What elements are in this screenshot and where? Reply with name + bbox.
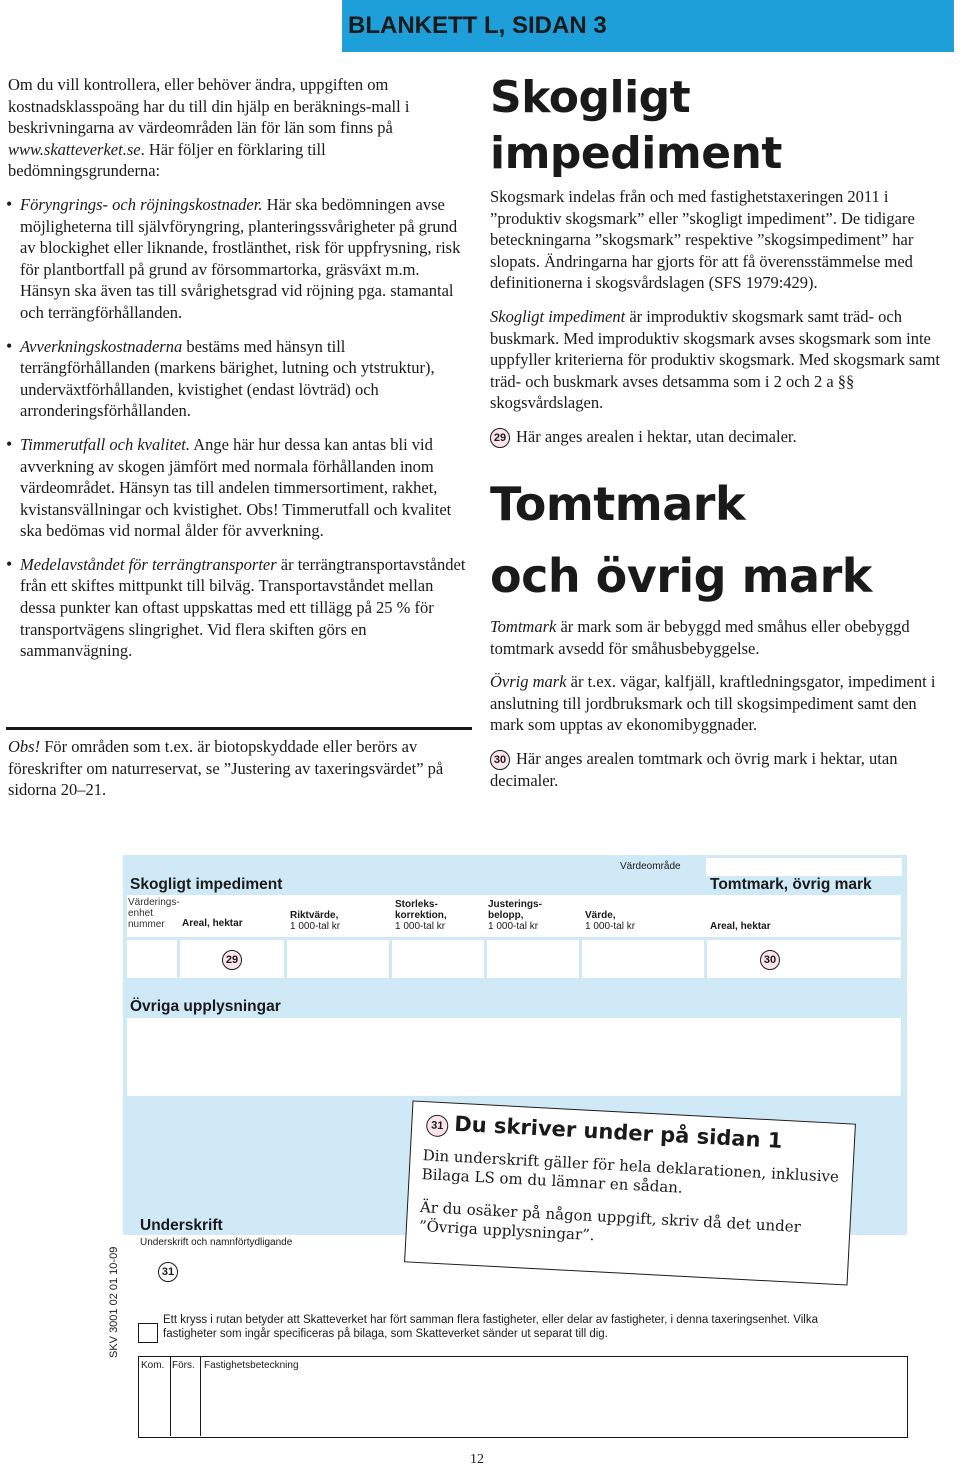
signature-callout <box>404 1100 856 1285</box>
tomtmark-label: Tomtmark, övrig mark <box>710 876 872 893</box>
para-text: är mark som är bebyggd med småhus eller obebyggd tomtmark avsedd för småhusbebyggelse. <box>490 616 910 658</box>
page-title: BLANKETT L, SIDAN 3 <box>348 12 607 39</box>
item-text: bestäms med hänsyn till terrängförhållanden (markens bärighet, lutning och ytstruktur), underväxtförhållanden, kvistighet (endast lövträd) och arronderingsförhållanden. <box>20 336 435 421</box>
heading-line: Tomtmark <box>490 476 746 531</box>
col-riktvarde-unit: 1 000-tal kr <box>290 921 341 932</box>
callout-line2: Är du osäker på någon uppgift, skriv då det under ”Övriga upplysningar”. <box>418 1198 802 1245</box>
form-code: SKV 3001 02 01 10-09 <box>108 1246 120 1358</box>
paragraph-29 <box>490 426 952 448</box>
number-31-icon: 31 <box>158 1262 178 1282</box>
number-31-icon: 31 <box>426 1114 449 1137</box>
obs-lead: Obs! <box>8 737 41 756</box>
number-30-icon: 30 <box>760 950 780 970</box>
vardeomrade-label: Värdeområde <box>620 861 681 872</box>
fors-label: Förs. <box>172 1360 195 1371</box>
areal-tomtmark-input[interactable] <box>707 940 901 978</box>
callout-title: Du skriver under på sidan 1 <box>453 1111 784 1153</box>
col-storleks-unit: 1 000-tal kr <box>395 921 446 932</box>
intro-text-end: . Här följer en förklaring till bedömningsgrunderna: <box>8 139 326 181</box>
storleks-input[interactable] <box>392 940 484 978</box>
list-item <box>8 554 466 662</box>
kom-input[interactable] <box>141 1374 167 1432</box>
merge-note: Ett kryss i rutan betyder att Skatteverket har fört samman flera fastigheter, eller delar av fastigheter, i denna taxeringsenhet. Vilka fastigheter som ingår specificeras på bilaga, som Skatteverket sänder ut separat till dig. <box>163 1314 818 1340</box>
item-text: Här ska bedömningen avse möjligheterna till självföryngring, planteringssvårigheter på grund av blockighet eller liknande, frostlänthet, risk för uppfrysning, risk för plantbortfall på grund av försommartorka, gräsväxt m.m. Hänsyn ska även tas till svårighetsgrad vid röjning pga. stamantal och terrängförhållanden. <box>20 194 461 322</box>
paragraph: Skogsmark indelas från och med fastighetstaxeringen 2011 i ”produktiv skogsmark” eller ”skogligt impediment”. De tidigare beteckningarna ”skogsmark” respektive ”skogsimpediment” har slopats. Ändringarna har gjorts för att få överensstämmelse med definitionerna i skogsvårdslagen (SFS 1979:429). <box>490 187 915 293</box>
para-lead: Övrig mark <box>490 672 567 692</box>
item-lead: Avverkningskostnaderna <box>20 336 183 356</box>
vardeomrade-field[interactable] <box>706 858 902 876</box>
paragraph <box>490 616 952 659</box>
item-lead: Medelavståndet för terrängtransporter <box>20 554 277 574</box>
col-areal-2: Areal, hektar <box>710 921 771 932</box>
website-link[interactable]: www.skatteverket.se <box>8 139 141 159</box>
left-column <box>8 74 466 674</box>
callout-line1: Din underskrift gäller för hela deklarationen, inklusive Bilaga LS om du lämnar en sådan. <box>421 1146 840 1197</box>
fastighet-label: Fastighetsbeteckning <box>204 1360 299 1371</box>
para-text: är t.ex. vägar, kalfjäll, kraftledningsgator, impediment i anslutning till jordbruksmark och till skogsimpediment samt den mark som upptas av ekonomibyggnader. <box>490 672 936 735</box>
item-text: Ange här hur dessa kan antas bli vid avverkning av skogen jämfört med normala förhållanden inom värdeområdet. Hänsyn tas till andelen timmersortiment, rakhet, kvistansvällningar och kvistighet. Obs! Timmerutfall och kvalitet ska bedömas vid normal ålder för avverkning. <box>20 434 452 541</box>
ovriga-label: Övriga upplysningar <box>130 998 281 1015</box>
number-29-icon: 29 <box>222 950 242 970</box>
varderingsenhet-input[interactable] <box>127 940 177 978</box>
col-varderingsenhet: Värderings- enhet nummer <box>128 897 180 930</box>
paragraph <box>490 671 952 736</box>
item-lead: Timmerutfall och kvalitet. <box>20 434 191 454</box>
page-number: 12 <box>470 1452 484 1467</box>
kom-label: Kom. <box>141 1360 165 1371</box>
paragraph-30 <box>490 748 952 792</box>
para-lead: Tomtmark <box>490 616 557 636</box>
underskrift-label: Underskrift <box>140 1217 223 1234</box>
col-areal: Areal, hektar <box>182 918 243 929</box>
fors-input[interactable] <box>173 1374 197 1432</box>
fastighet-input[interactable] <box>203 1374 903 1432</box>
number-29-icon: 29 <box>490 428 510 448</box>
skogligt-label: Skogligt impediment <box>130 876 283 893</box>
col-justering-unit: 1 000-tal kr <box>488 921 539 932</box>
heading-tomtmark <box>490 468 952 612</box>
col-varde-unit: 1 000-tal kr <box>585 921 636 932</box>
intro-paragraph <box>8 74 466 182</box>
col-storleks: Storleks- korrektion, <box>395 899 447 921</box>
list-item <box>8 194 466 324</box>
col-justering: Justerings- belopp, <box>488 899 542 921</box>
col-varde: Värde, <box>585 910 616 921</box>
list-item <box>8 336 466 422</box>
obs-text: För områden som t.ex. är biotopskyddade eller berörs av föreskrifter om naturreservat, se ”Justering av taxeringsvärdet” på sidorna 20–21. <box>8 737 444 800</box>
paragraph <box>490 306 952 414</box>
heading-line: och övrig mark <box>490 548 872 603</box>
divider <box>170 1356 171 1436</box>
varde-input[interactable] <box>582 940 704 978</box>
divider <box>200 1356 201 1436</box>
merge-checkbox[interactable] <box>138 1323 158 1343</box>
underskrift-sub: Underskrift och namnförtydligande <box>140 1237 293 1248</box>
number-30-icon: 30 <box>490 750 510 770</box>
justering-input[interactable] <box>487 940 579 978</box>
para-text: är improduktiv skogsmark samt träd- och buskmark. Med improduktiv skogsmark avses skogsmark som inte uppfyller kriterierna för produktiv skogsmark. Med skogsmark samt träd- och buskmark avses detsamma som i 2 och 2 a §§ skogsvårdslagen. <box>490 306 940 413</box>
intro-text: Om du vill kontrollera, eller behöver ändra, uppgiften om kostnadsklasspoäng har du till din hjälp en beräknings-mall i beskrivningarna av värdeområden län för län som finns på <box>8 75 410 138</box>
heading-skogligt: Skogligt impediment <box>490 72 782 179</box>
para-text: Här anges arealen i hektar, utan decimaler. <box>516 426 797 446</box>
divider <box>6 727 472 730</box>
list-item <box>8 434 466 542</box>
right-column <box>490 70 952 804</box>
para-text: Här anges arealen tomtmark och övrig mark i hektar, utan decimaler. <box>490 748 898 790</box>
riktvarde-input[interactable] <box>287 940 389 978</box>
item-text: är terrängtransportavståndet från ett skiftes mittpunkt till bilväg. Transportavståndet mellan dessa punkter kan oftast uppskattas med ett tillägg på 25 % för transportvägens slingrighet. Vid flera skiften görs en sammanvägning. <box>20 554 466 661</box>
col-riktvarde: Riktvärde, <box>290 910 339 921</box>
ovriga-textarea[interactable] <box>127 1018 901 1096</box>
criteria-list <box>8 194 466 662</box>
para-lead: Skogligt impediment <box>490 306 626 326</box>
item-lead: Föryngrings- och röjningskostnader. <box>20 194 263 214</box>
obs-note <box>8 736 466 801</box>
